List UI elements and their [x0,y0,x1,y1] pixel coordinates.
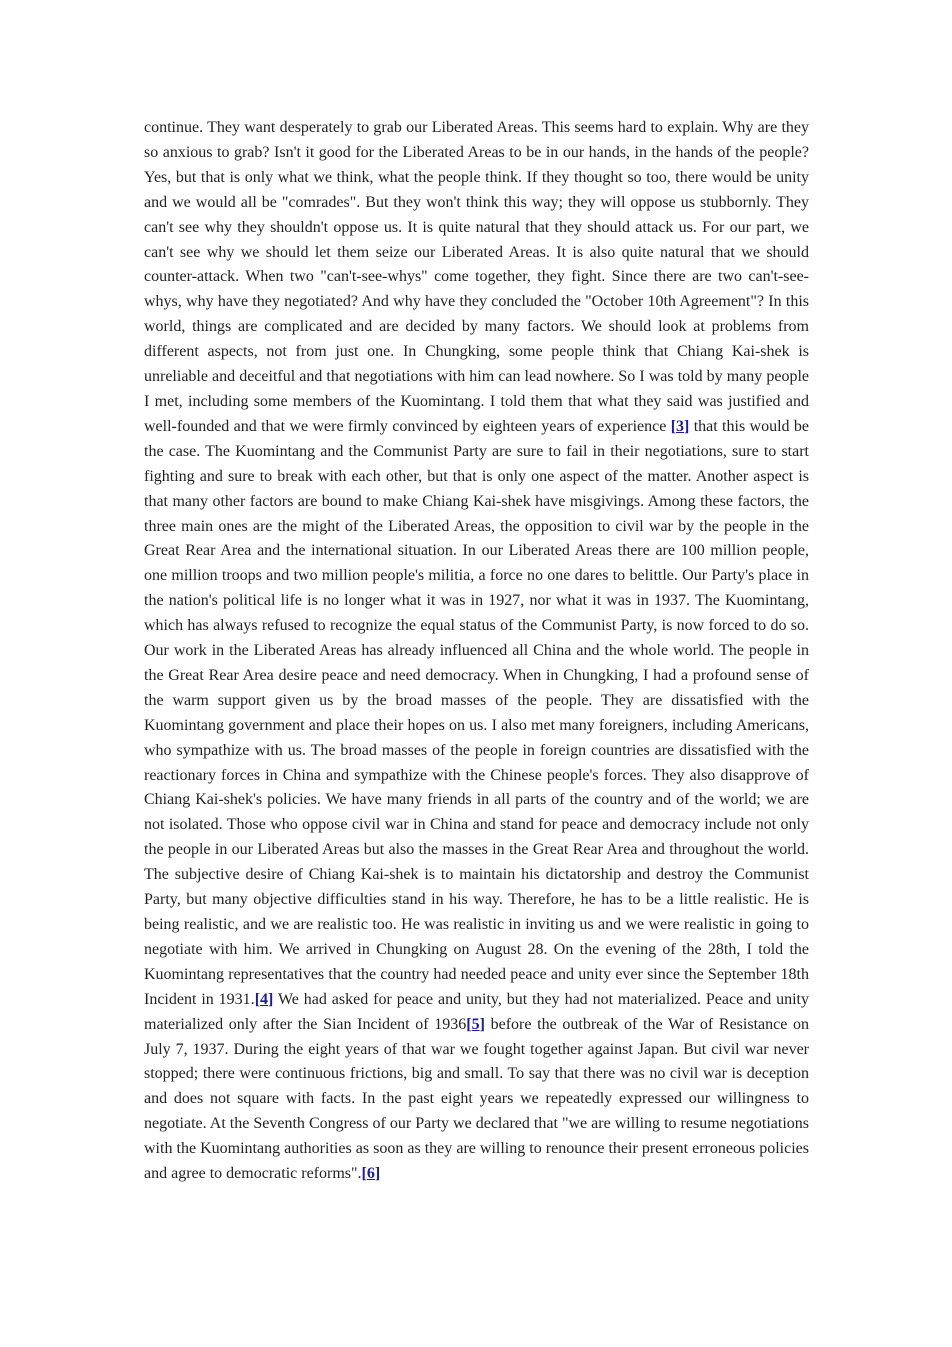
footnote-number: 6 [366,1165,375,1183]
footnote-open-bracket: [ [670,417,677,435]
footnote-close-bracket: ] [479,1015,485,1033]
body-paragraph [144,116,809,1187]
footnote-ref-4[interactable] [255,991,274,1008]
footnote-open-bracket: [ [254,990,261,1008]
text-segment: that this would be the case. The Kuomintang and the Communist Party are sure to fail in their negotiations, sure to start fighting and sure to break with each other, but that is only one aspect of the matter. Another aspect is that many other factors are bound to make Chiang Kai-shek have misgivings. Among these factors, the three main ones are the might of the Liberated Areas, the opposition to civil war by the people in the Great Rear Area and the international situation. In our Liberated Areas there are 100 million people, one million troops and two million people's militia, a force no one dares to belittle. Our Party's place in the nation's political life is no longer what it was in 1927, nor what it was in 1937. The Kuomintang, which has always refused to recognize the equal status of the Communist Party, is now forced to do so. Our work in the Liberated Areas has already influenced all China and the whole world. The people in the Great Rear Area desire peace and need democracy. When in Chungking, I had a profound sense of the warm support given us by the broad masses of the people. They are dissatisfied with the Kuomintang government and place their hopes on us. I also met many foreigners, including Americans, who sympathize with us. The broad masses of the people in foreign countries are dissatisfied with the reactionary forces in China and sympathize with the Chinese people's forces. They also disapprove of Chiang Kai-shek's policies. We have many friends in all parts of the country and of the world; we are not isolated. Those who oppose civil war in China and stand for peace and democracy include not only the people in our Liberated Areas but also the masses in the Great Rear Area and throughout the world. The subjective desire of Chiang Kai-shek is to maintain his dictatorship and destroy the Communist Party, but many objective difficulties stand in his way. Therefore, he has to be a little realistic. He is being realistic, and we are realistic too. He was realistic in inviting us and we were realistic in going to negotiate with him. We arrived in Chungking on August 28. On the evening of the 28th, I told the Kuomintang representatives that the country had needed peace and unity ever since the September 18th Incident in 1931. [144,417,809,1008]
footnote-ref-3[interactable] [671,418,690,435]
footnote-close-bracket: ] [268,990,274,1008]
text-segment: continue. They want desperately to grab our Liberated Areas. This seems hard to explain. Why are they so anxious to grab? Isn't it good for the Liberated Areas to be in our hands, in the hands of the people? Yes, but that is only what we think, what the people think. If they thought so too, there would be unity and we would all be "comrades". But they won't think this way; they will oppose us stubbornly. They can't see why they shouldn't oppose us. It is quite natural that they should attack us. For our part, we can't see why we should let them seize our Liberated Areas. It is also quite natural that we should counter-attack. When two "can't-see-whys" come together, they fight. Since there are two can't-see-whys, why have they negotiated? And why have they concluded the "October 10th Agreement"? In this world, things are complicated and are decided by many factors. We should look at problems from different aspects, not from just one. In Chungking, some people think that Chiang Kai-shek is unreliable and deceitful and that negotiations with him can lead nowhere. So I was told by many people I met, including some members of the Kuomintang. I told them that what they said was justified and well-founded and that we were firmly convinced by eighteen years of experience [144,119,809,435]
text-segment: before the outbreak of the War of Resistance on July 7, 1937. During the eight years of that war we fought together against Japan. But civil war never stopped; there were continuous frictions, big and small. To say that there was no civil war is deception and does not square with facts. In the past eight years we repeatedly expressed our willingness to negotiate. At the Seventh Congress of our Party we declared that "we are willing to resume negotiations with the Kuomintang authorities as soon as they are willing to renounce their present erroneous policies and agree to democratic reforms". [144,1015,810,1183]
text-segment: We had asked for peace and unity, but they had not materialized. Peace and unity materialized only after the Sian Incident of 1936 [144,990,810,1033]
document-page [144,116,809,1187]
footnote-ref-6[interactable] [362,1165,381,1182]
footnote-open-bracket: [ [466,1015,472,1033]
footnote-number: 3 [676,417,685,435]
footnote-number: 5 [471,1015,480,1033]
footnote-number: 4 [260,990,269,1008]
footnote-ref-5[interactable] [466,1016,485,1033]
footnote-close-bracket: ] [374,1165,381,1183]
footnote-open-bracket: [ [361,1165,367,1183]
footnote-close-bracket: ] [684,417,690,435]
